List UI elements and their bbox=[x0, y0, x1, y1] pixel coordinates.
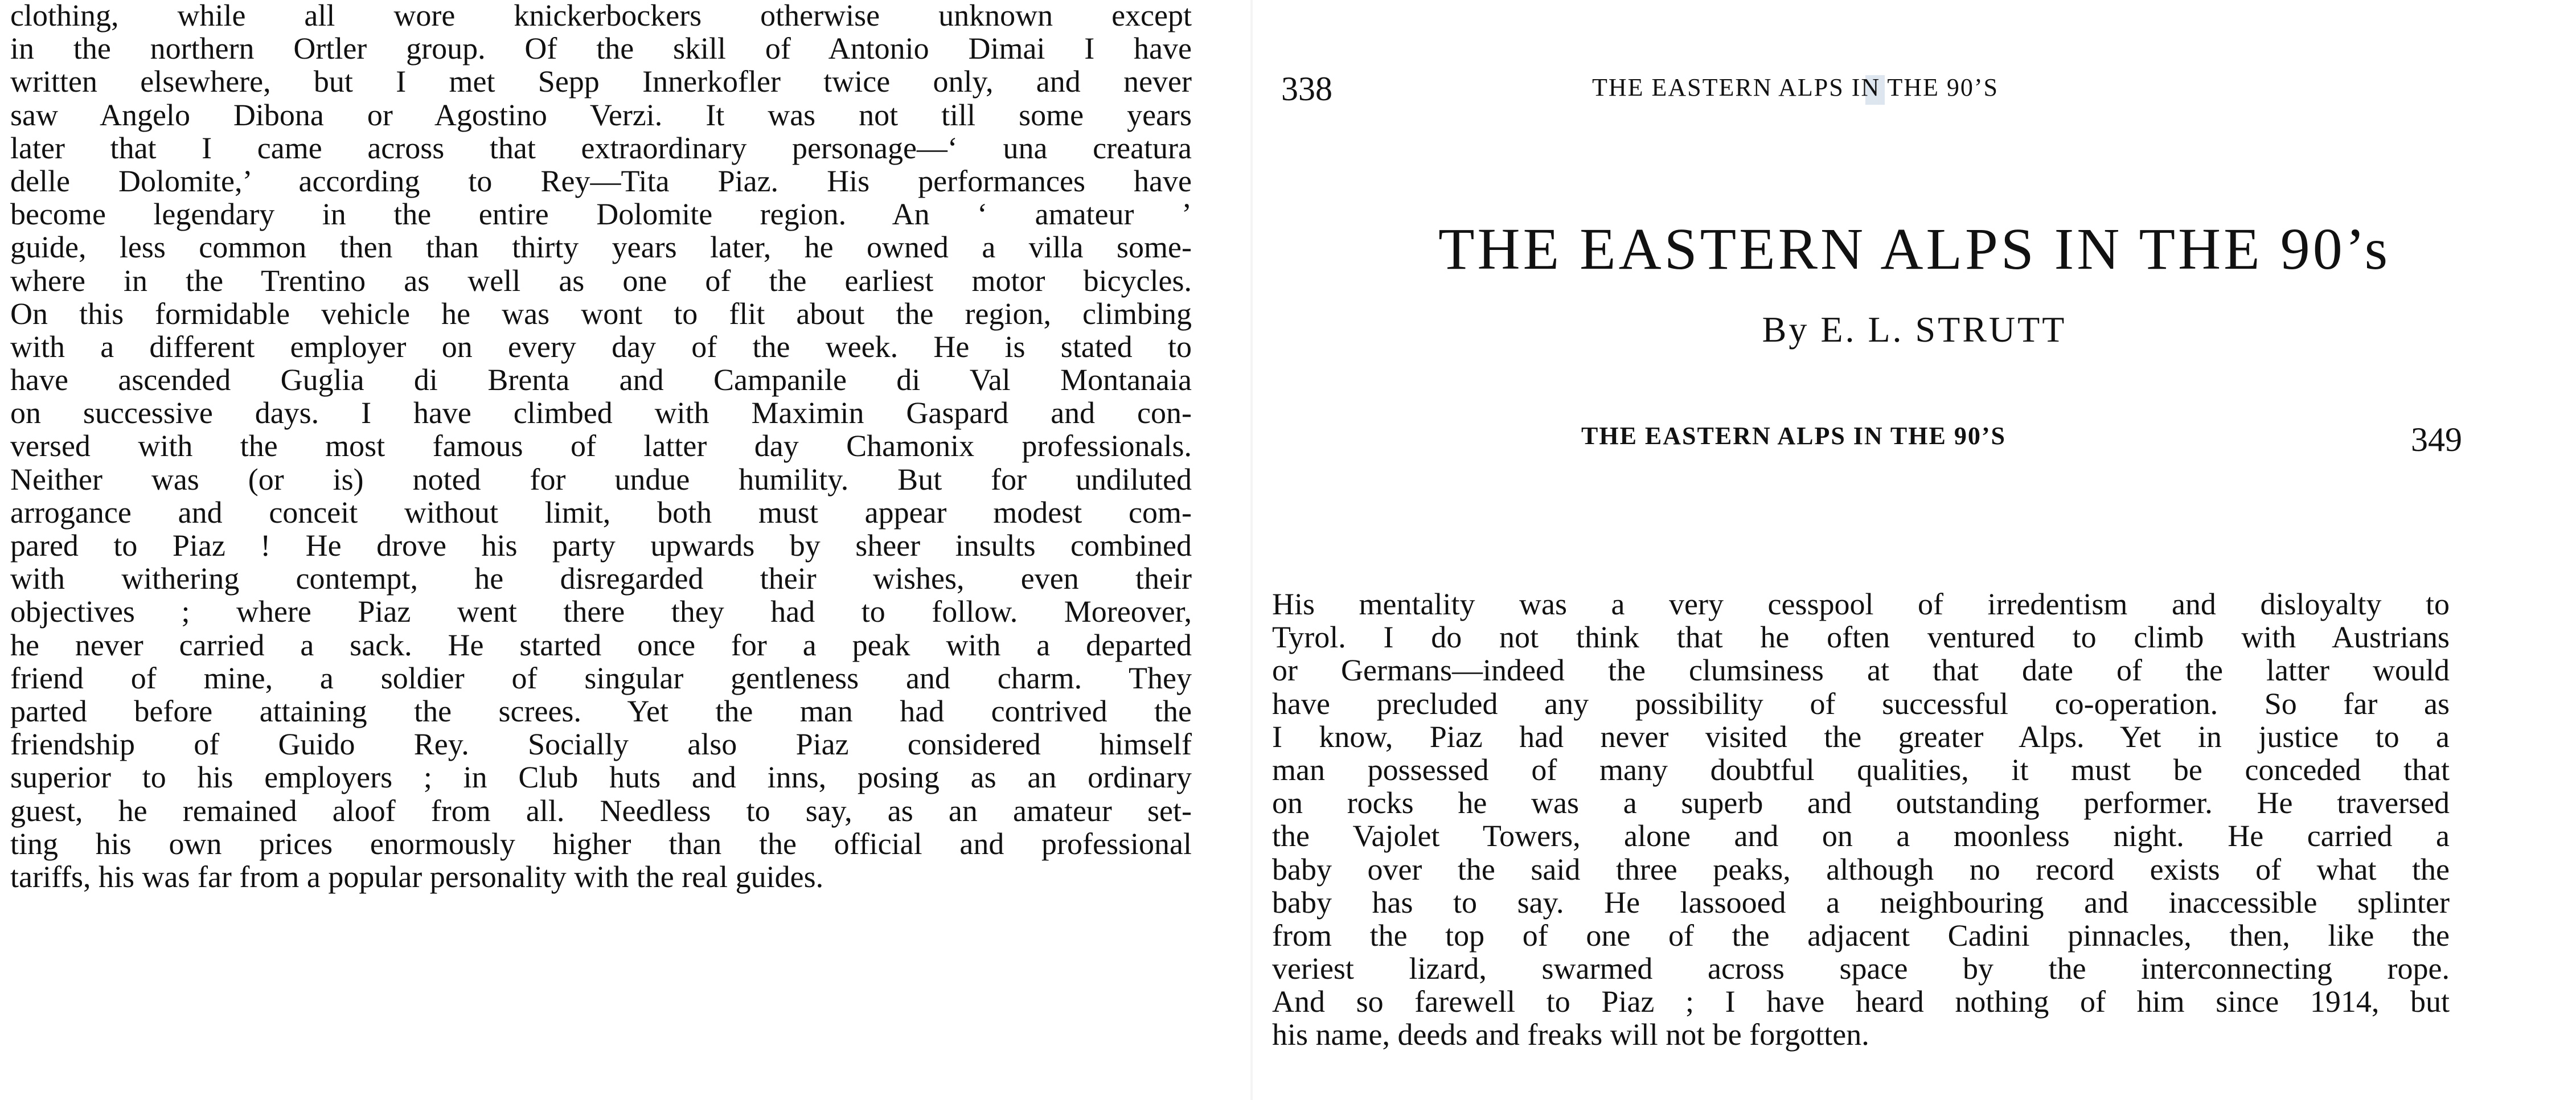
text-line: his name, deeds and freaks will not be forgotten. bbox=[1272, 1017, 1869, 1052]
text-line: with a different employer on every day of the week. He is stated to bbox=[10, 329, 1192, 364]
text-line: saw Angelo Dibona or Agostino Verzi. It was not till some years bbox=[10, 97, 1192, 132]
text-line: I know, Piaz had never visited the greater Alps. Yet in justice to a bbox=[1272, 719, 2450, 754]
text-line: where in the Trentino as well as one of the earliest motor bicycles. bbox=[10, 263, 1192, 298]
text-line: baby over the said three peaks, although no record exists of what the bbox=[1272, 852, 2450, 886]
text-line: His mentality was a very cesspool of irredentism and disloyalty to bbox=[1272, 587, 2450, 621]
left-body-text bbox=[10, 0, 1192, 893]
text-line: or Germans—indeed the clumsiness at that date of the latter would bbox=[1272, 653, 2450, 688]
text-line: with withering contempt, he disregarded their wishes, even their bbox=[10, 561, 1192, 596]
page-number: 349 bbox=[2411, 421, 2462, 458]
text-line: veriest lizard, swarmed across space by the interconnecting rope. bbox=[1272, 951, 2450, 986]
text-line: pared to Piaz ! He drove his party upwards by sheer insults combined bbox=[10, 528, 1192, 563]
text-line: Tyrol. I do not think that he often ventured to climb with Austrians bbox=[1272, 620, 2450, 655]
text-line: the Vajolet Towers, alone and on a moonless night. He carried a bbox=[1272, 819, 2450, 853]
text-line: baby has to say. He lassooed a neighbouring and inaccessible splinter bbox=[1272, 885, 2450, 920]
text-line: superior to his employers ; in Club huts and inns, posing as an ordinary bbox=[10, 760, 1192, 795]
running-head: THE EASTERN ALPS IN THE 90’S bbox=[1581, 422, 2006, 450]
text-line: parted before attaining the screes. Yet the man had contrived the bbox=[10, 693, 1192, 728]
text-line: have ascended Guglia di Brenta and Campanile di Val Montanaia bbox=[10, 363, 1192, 397]
text-line: arrogance and conceit without limit, both must appear modest com- bbox=[10, 495, 1192, 530]
text-line: ting his own prices enormously higher than the official and professional bbox=[10, 826, 1192, 861]
article-byline: By E. L. STRUTT bbox=[1762, 309, 2067, 350]
text-line: become legendary in the entire Dolomite region. An ‘ amateur ’ bbox=[10, 197, 1192, 232]
left-page bbox=[0, 0, 1253, 1100]
text-line: On this formidable vehicle he was wont to flit about the region, climbing bbox=[10, 296, 1192, 331]
page-number: 338 bbox=[1281, 70, 1332, 108]
text-line: tariffs, his was far from a popular personality with the real guides. bbox=[10, 859, 824, 894]
text-line: man possessed of many doubtful qualities, it must be conceded that bbox=[1272, 752, 2450, 787]
text-line: in the northern Ortler group. Of the skill of Antonio Dimai I have bbox=[10, 31, 1192, 66]
right-body-text bbox=[1272, 588, 2450, 1052]
text-line: he never carried a sack. He started once for a peak with a departed bbox=[10, 627, 1192, 662]
text-line: friend of mine, a soldier of singular gentleness and charm. They bbox=[10, 660, 1192, 695]
text-line: guide, less common then than thirty years later, he owned a villa some- bbox=[10, 230, 1192, 265]
text-line: guest, he remained aloof from all. Needless to say, as an amateur set- bbox=[10, 793, 1192, 828]
text-line: friendship of Guido Rey. Socially also Piaz considered himself bbox=[10, 727, 1192, 762]
text-line: on successive days. I have climbed with Maximin Gaspard and con- bbox=[10, 396, 1192, 430]
text-line: written elsewhere, but I met Sepp Innerkofler twice only, and never bbox=[10, 64, 1192, 99]
text-line: have precluded any possibility of successful co-operation. So far as bbox=[1272, 686, 2450, 721]
text-line: delle Dolomite,’ according to Rey—Tita Piaz. His performances have bbox=[10, 163, 1192, 198]
text-line: Neither was (or is) noted for undue humility. But for undiluted bbox=[10, 462, 1192, 496]
text-line: And so farewell to Piaz ; I have heard nothing of him since 1914, but bbox=[1272, 984, 2450, 1019]
text-line: on rocks he was a superb and outstanding performer. He traversed bbox=[1272, 786, 2450, 820]
text-line: objectives ; where Piaz went there they had to follow. Moreover, bbox=[10, 594, 1192, 629]
text-line: later that I came across that extraordinary personage—‘ una creatura bbox=[10, 130, 1192, 165]
right-page bbox=[1253, 0, 2576, 1100]
text-line: versed with the most famous of latter day Chamonix professionals. bbox=[10, 429, 1192, 463]
running-head: THE EASTERN ALPS IN THE 90’S bbox=[1592, 73, 1999, 101]
text-line: clothing, while all wore knickerbockers otherwise unknown except bbox=[10, 0, 1192, 32]
text-line: from the top of one of the adjacent Cadini pinnacles, then, like the bbox=[1272, 918, 2450, 953]
article-title: THE EASTERN ALPS IN THE 90’s bbox=[1438, 216, 2391, 282]
